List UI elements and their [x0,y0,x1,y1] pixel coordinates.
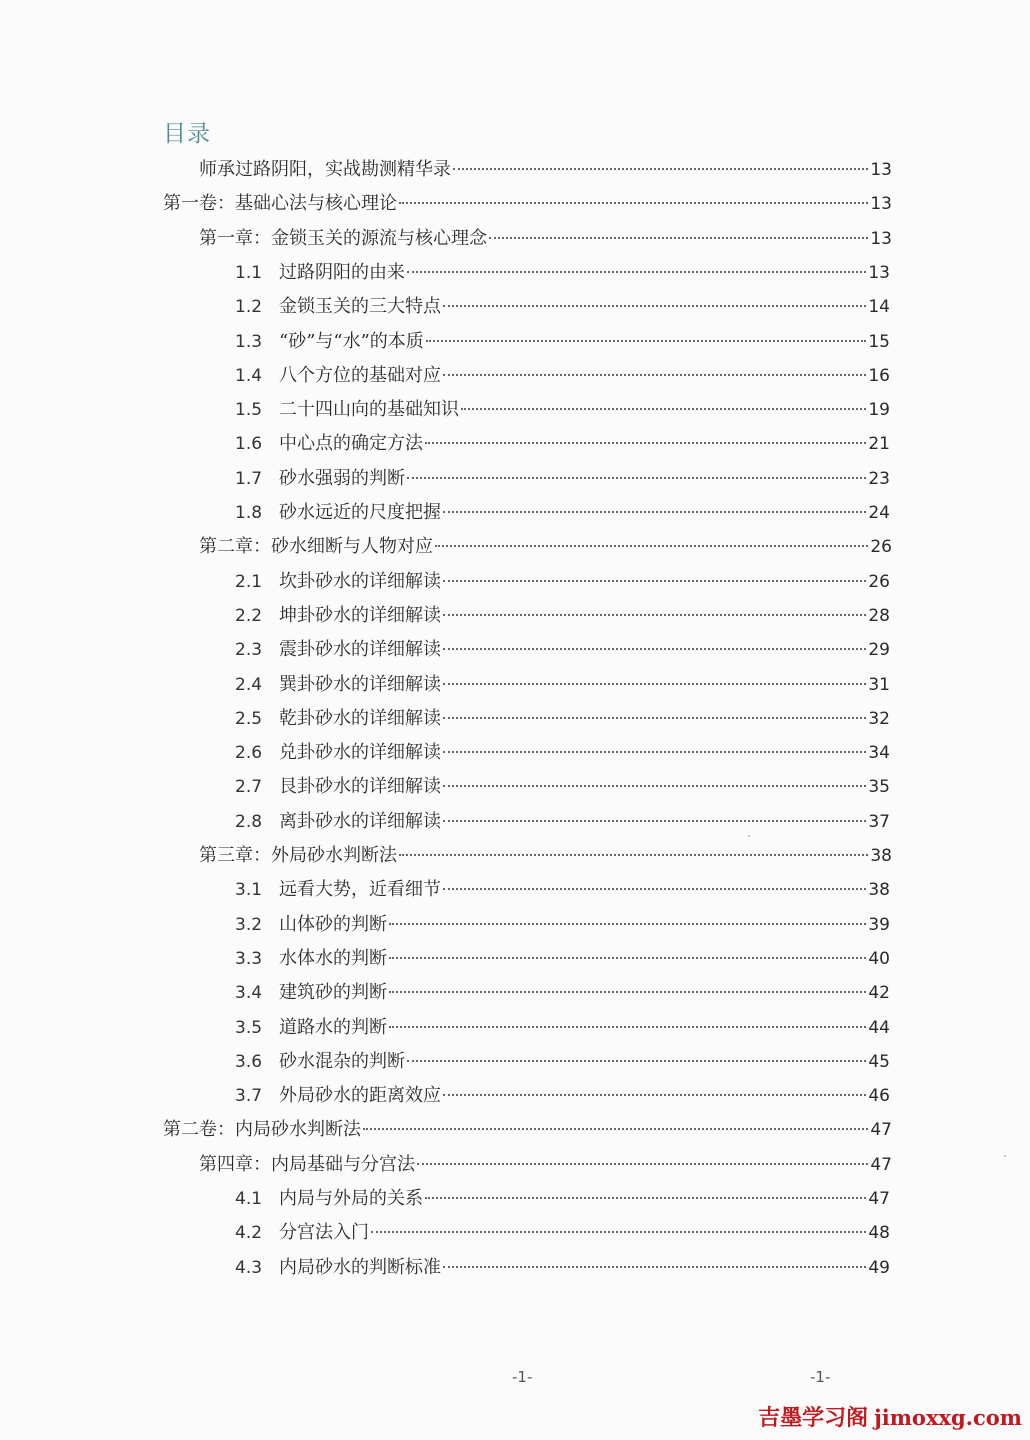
toc-entry-label: 兑卦砂水的详细解读 [279,742,441,764]
toc-entry-label: 建筑砂的判断 [279,982,387,1004]
toc-entry[interactable] [235,361,890,391]
toc-entry-label: 砂水远近的尺度把握 [279,502,441,523]
toc-dot-leader [426,340,867,342]
toc-entry-number: 2.4 [235,674,263,695]
toc-dot-leader [363,1128,868,1130]
toc-entry-page: 15 [868,331,890,352]
toc-entry[interactable] [199,532,892,562]
toc-entry-number: 4.3 [235,1257,263,1278]
toc-entry[interactable] [235,1047,890,1077]
toc-entry-label: 第四章：内局基础与分宫法 [199,1153,415,1175]
toc-entry-page: 32 [868,708,890,729]
toc-entry[interactable] [235,498,890,528]
toc-entry[interactable] [235,772,890,802]
toc-dot-leader [461,408,866,410]
toc-entry-page: 19 [868,400,890,421]
toc-entry[interactable] [235,670,890,700]
toc-dot-leader [443,374,866,376]
toc-entry-number: 1.3 [235,331,263,352]
toc-entry-number: 3.5 [235,1017,263,1038]
toc-entry-page: 23 [868,468,890,489]
toc-dot-leader [407,1060,866,1062]
toc-dot-leader [443,888,866,890]
toc-entry-label: 震卦砂水的详细解读 [279,639,441,661]
toc-entry-label: 师承过路阴阳，实战勘测精华录 [199,159,451,180]
toc-entry-number: 2.1 [235,571,263,592]
toc-entry-page: 38 [868,880,890,901]
toc-entry[interactable] [235,875,890,905]
toc-entry-page: 14 [868,297,890,318]
watermark-cn: 吉墨学习阁 [758,1406,869,1431]
toc-entry-label: 坤卦砂水的详细解读 [279,604,441,626]
toc-dot-leader [407,477,866,479]
toc-dot-leader [443,648,866,650]
toc-entry-page: 13 [870,160,892,180]
toc-entry[interactable] [235,292,890,322]
toc-entry-label: 坎卦砂水的详细解读 [279,570,441,592]
toc-dot-leader [443,717,866,719]
toc-entry-label: 中心点的确定方法 [279,433,423,455]
toc-entry-label: 第二卷：内局砂水判断法 [163,1119,361,1141]
toc-entry-label: 过路阴阳的由来 [279,261,405,283]
toc-entry-number: 3.1 [235,880,263,901]
toc-entry-page: 28 [868,605,890,626]
toc-entry[interactable] [235,944,890,974]
toc-dot-leader [443,614,866,616]
toc-entry-label: 二十四山向的基础知识 [279,399,459,421]
toc-entry[interactable] [235,704,890,734]
toc-entry-label: 山体砂的判断 [279,913,387,935]
toc-entry[interactable] [163,1115,892,1145]
toc-entry-number: 3.4 [235,983,263,1004]
toc-entry-label: 第二章：砂水细断与人物对应 [199,536,433,558]
toc-entry-number: 3.2 [235,914,263,935]
toc-entry-page: 49 [868,1257,890,1278]
toc-entry-page: 40 [868,948,890,969]
toc-dot-leader [443,305,866,307]
toc-entry[interactable] [235,1081,890,1111]
toc-dot-leader [489,237,868,239]
toc-entry-number: 4.1 [235,1189,263,1209]
toc-dot-leader [443,785,866,787]
toc-dot-leader [425,442,866,444]
toc-entry-number: 4.2 [235,1223,263,1244]
toc-entry[interactable] [235,429,890,459]
toc-dot-leader [425,1197,866,1199]
toc-entry-label: 第三章：外局砂水判断法 [199,845,397,866]
toc-dot-leader [389,991,866,993]
toc-entry-page: 31 [868,674,890,695]
toc-entry-label: 砂水混杂的判断 [279,1050,405,1072]
scan-speck [748,835,750,837]
toc-dot-leader [399,202,868,204]
toc-entry-number: 2.3 [235,640,263,661]
toc-entry-page: 46 [868,1086,890,1107]
toc-entry[interactable] [199,841,892,871]
toc-entry-number: 1.5 [235,400,263,421]
toc-entry-label: 砂水强弱的判断 [279,467,405,489]
toc-entry-label: 分宫法入门 [279,1222,369,1244]
toc-entry-page: 45 [868,1051,890,1072]
toc-entry-label: “砂”与“水”的本质 [279,330,424,352]
toc-entry-number: 3.7 [235,1086,263,1107]
toc-entry-number: 1.2 [235,297,263,318]
toc-dot-leader [443,820,866,822]
toc-entry[interactable] [235,395,890,425]
toc-entry-page: 38 [870,846,892,866]
toc-dot-leader [389,923,866,925]
toc-entry[interactable] [235,807,890,837]
watermark-en: jimoxxg.com [874,1405,1022,1430]
toc-entry[interactable] [199,1150,892,1180]
toc-entry-page: 16 [868,365,890,386]
toc-dot-leader [443,683,866,685]
toc-entry-number: 2.8 [235,811,263,832]
toc-entry[interactable] [235,978,890,1008]
toc-entry-label: 水体水的判断 [279,947,387,969]
toc-entry-number: 1.7 [235,468,263,489]
toc-entry-page: 39 [868,914,890,935]
toc-entry-page: 48 [868,1223,890,1244]
toc-entry-page: 29 [868,640,890,661]
toc-entry-page: 47 [870,1120,892,1141]
toc-entry-number: 3.6 [235,1051,263,1072]
toc-dot-leader [443,511,866,513]
toc-entry-page: 26 [870,537,892,558]
toc-entry-label: 远看大势，近看细节 [279,879,441,901]
toc-entry-label: 乾卦砂水的详细解读 [279,707,441,729]
toc-entry-page: 47 [868,1189,890,1209]
page-number-right: -1- [810,1368,831,1386]
toc-entry-page: 26 [868,571,890,592]
toc-entry-label: 艮卦砂水的详细解读 [279,776,441,798]
toc-entry-label: 八个方位的基础对应 [279,364,441,386]
toc-entry-page: 47 [870,1154,892,1175]
toc-entry-label: 第一卷：基础心法与核心理论 [163,193,397,215]
toc-entry[interactable] [235,327,890,357]
toc-entry-label: 内局砂水的判断标准 [279,1256,441,1278]
toc-entry-label: 内局与外局的关系 [279,1188,423,1209]
site-watermark [758,1401,1022,1432]
scan-speck [1004,1155,1006,1157]
toc-entry[interactable] [235,738,890,768]
toc-dot-leader [417,1163,868,1165]
toc-entry-page: 44 [868,1017,890,1038]
toc-entry-number: 1.1 [235,262,263,283]
toc-dot-leader [435,545,868,547]
toc-entry-page: 24 [868,503,890,523]
toc-entry-number: 2.6 [235,743,263,764]
toc-dot-leader [399,854,868,856]
toc-entry[interactable] [199,224,892,254]
toc-dot-leader [453,168,868,170]
toc-entry-number: 1.6 [235,434,263,455]
toc-entry-number: 3.3 [235,948,263,969]
toc-entry-label: 离卦砂水的详细解读 [279,810,441,832]
toc-entry-number: 2.2 [235,605,263,626]
toc-entry[interactable] [235,601,890,631]
toc-entry[interactable] [235,1253,890,1283]
toc-dot-leader [443,1094,866,1096]
toc-dot-leader [407,271,866,273]
toc-entry[interactable] [163,189,892,219]
toc-entry-page: 13 [868,262,890,283]
toc-entry-number: 1.4 [235,365,263,386]
toc-entry-page: 42 [868,983,890,1004]
toc-entry[interactable] [235,567,890,597]
toc-entry-page: 37 [868,811,890,832]
toc-entry[interactable] [235,1184,890,1214]
toc-entry-page: 13 [870,228,892,249]
toc-entry-page: 34 [868,743,890,764]
toc-dot-leader [371,1231,866,1233]
toc-entry-number: 2.5 [235,708,263,729]
toc-entry[interactable] [199,155,892,185]
toc-entry-label: 巽卦砂水的详细解读 [279,673,441,695]
toc-dot-leader [389,1026,866,1028]
toc-entry[interactable] [235,1013,890,1043]
toc-entry[interactable] [235,1218,890,1248]
toc-entry-label: 道路水的判断 [279,1016,387,1038]
toc-entry[interactable] [235,635,890,665]
toc-dot-leader [443,1266,866,1268]
toc-entry-number: 2.7 [235,777,263,798]
toc-dot-leader [443,580,866,582]
page-number-left: -1- [512,1368,533,1386]
toc-entry-page: 21 [868,434,890,455]
toc-entry-page: 35 [868,777,890,798]
toc-entry-page: 13 [870,194,892,215]
toc-title: 目录 [163,121,211,147]
toc-entry-label: 金锁玉关的三大特点 [279,296,441,318]
toc-entry-label: 外局砂水的距离效应 [279,1085,441,1107]
toc-entry[interactable] [235,910,890,940]
toc-dot-leader [443,751,866,753]
toc-dot-leader [389,957,866,959]
toc-entry-label: 第一章：金锁玉关的源流与核心理念 [199,227,487,249]
toc-entry[interactable] [235,258,890,288]
toc-entry-number: 1.8 [235,503,263,523]
toc-entry[interactable] [235,464,890,494]
